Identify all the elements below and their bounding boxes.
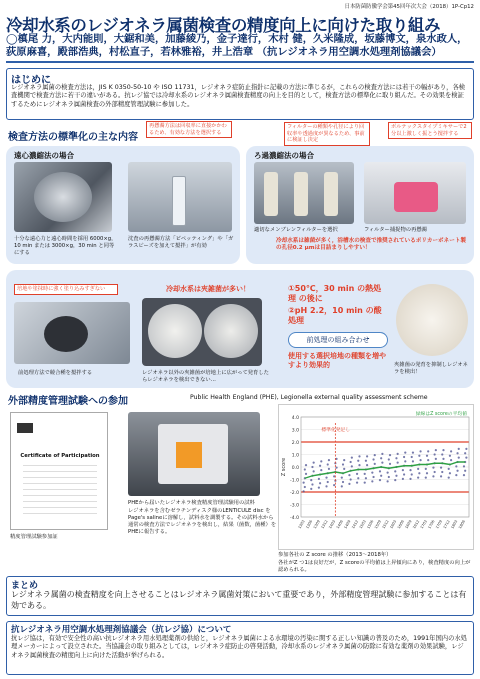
- data-point: [348, 483, 350, 485]
- data-point: [456, 470, 458, 472]
- rotor-image: [34, 172, 92, 222]
- data-point: [380, 457, 382, 459]
- data-point: [310, 479, 312, 481]
- data-point: [403, 456, 405, 458]
- data-point: [351, 465, 353, 467]
- data-point: [449, 472, 451, 474]
- acid-treatment: ②pH 2.2，10 min の酸処理: [288, 306, 382, 325]
- data-point: [350, 461, 352, 463]
- vortex-caption: フィルター捕捉物の再懸濁: [364, 227, 427, 233]
- y-tick-label: -1.0: [290, 478, 299, 484]
- data-point: [374, 454, 376, 456]
- plating-caption: 前処理方法で競合種を撹拌する: [18, 370, 93, 376]
- data-point: [394, 470, 396, 472]
- data-point: [343, 468, 345, 470]
- x-tick-label: 1712: [442, 519, 451, 530]
- x-tick-label: 1709: [435, 519, 444, 530]
- data-point: [403, 473, 405, 475]
- y-tick-label: 4.0: [291, 416, 299, 421]
- contaminant-heading: 冷却水系は夾雑菌が多い！: [166, 285, 250, 293]
- reference-label: 標準化発足し: [321, 428, 351, 433]
- data-point: [409, 478, 411, 480]
- authors-line-2: 荻原麻喜，殿部浩典，村松直子，若林雅裕，井上浩章 （抗レジオネラ用空調水処理剤協議会）: [6, 46, 442, 58]
- pretreatment-panel: [6, 270, 474, 388]
- data-point: [372, 476, 374, 478]
- plating-photo: [14, 302, 130, 364]
- data-point: [418, 472, 420, 474]
- poster-title: 冷却水系のレジオネラ属菌検査の精度向上に向けた取り組み: [6, 16, 441, 35]
- data-point: [417, 468, 419, 470]
- filter-caption: 適切なメンブレンフィルターを選択: [254, 227, 338, 233]
- data-point: [389, 463, 391, 465]
- data-point: [432, 467, 434, 469]
- data-point: [341, 485, 343, 487]
- data-point: [350, 478, 352, 480]
- data-point: [412, 452, 414, 454]
- data-point: [426, 472, 428, 474]
- data-point: [319, 482, 321, 484]
- y-axis-label: Z score: [281, 457, 287, 477]
- data-point: [305, 464, 307, 466]
- data-point: [356, 473, 358, 475]
- data-point: [364, 482, 366, 484]
- y-tick-label: 3.0: [291, 428, 299, 434]
- data-point: [365, 477, 367, 479]
- summary-section: [6, 576, 474, 616]
- filter-note: フィルターの種類や孔径により回収率や透過度が異なるため、事前に検証し決定: [284, 122, 370, 146]
- biohazard-label: [176, 442, 202, 468]
- data-point: [318, 487, 320, 489]
- data-point: [427, 450, 429, 452]
- certificate-image: [10, 412, 108, 530]
- data-point: [381, 462, 383, 464]
- data-point: [325, 485, 327, 487]
- clean-plate-photo: [396, 284, 468, 356]
- x-tick-label: 1606: [396, 519, 405, 530]
- data-point: [303, 482, 305, 484]
- selective-medium-note: 使用する選択培地の種類を増やすより効果的: [288, 352, 386, 369]
- sample-photo: [128, 412, 260, 496]
- data-point: [465, 448, 467, 450]
- intro-section: [6, 68, 474, 120]
- x-tick-label: 1409: [343, 519, 352, 530]
- x-tick-label: 1806: [458, 519, 467, 530]
- data-point: [328, 459, 330, 461]
- data-point: [404, 460, 406, 462]
- data-point: [458, 448, 460, 450]
- x-tick-label: 1506: [366, 519, 375, 530]
- data-point: [313, 462, 315, 464]
- data-point: [455, 474, 457, 476]
- data-point: [441, 453, 443, 455]
- data-point: [318, 478, 320, 480]
- data-point: [364, 473, 366, 475]
- data-point: [372, 458, 374, 460]
- data-point: [448, 477, 450, 479]
- centrifuge-caption: 十分な遠心力と遠心時間を採用 6000×g，10 min または 3000×g，30 min と同等にする: [14, 236, 117, 256]
- eqa-scheme: Public Health England (PHE), Legionella external quality assessment scheme: [190, 394, 428, 401]
- data-point: [427, 459, 429, 461]
- data-point: [333, 484, 335, 486]
- authors-line-1: ◯槙尾 力，大内能則，大鋸和美，加藤綾乃，金子達行，木村 健，久米隆成，坂藤博文，泉水政人，: [6, 33, 468, 45]
- x-tick-label: 1703: [419, 519, 428, 530]
- data-point: [371, 480, 373, 482]
- data-point: [366, 464, 368, 466]
- chart-caption: 参加各社の Z score の推移（2013〜2018年）: [278, 552, 392, 558]
- phe-logo: [17, 423, 33, 433]
- data-point: [320, 460, 322, 462]
- data-point: [310, 488, 312, 490]
- data-point: [434, 453, 436, 455]
- data-point: [358, 455, 360, 457]
- x-tick-label: 1412: [351, 519, 360, 530]
- data-point: [341, 477, 343, 479]
- filtration-panel: [246, 146, 474, 264]
- x-tick-label: 1803: [450, 519, 459, 530]
- contaminated-caption: レジオネラ以外の夾雑菌が培地上に広がって発育したらレジオネラを検出できない…: [142, 370, 269, 383]
- centrifuge-panel: [6, 146, 240, 264]
- y-tick-label: -2.0: [290, 491, 299, 496]
- data-point: [419, 459, 421, 461]
- data-point: [426, 455, 428, 457]
- data-point: [374, 463, 376, 465]
- y-tick-label: 0.0: [291, 466, 299, 471]
- x-tick-label: 1512: [381, 519, 390, 530]
- data-point: [342, 463, 344, 465]
- data-point: [449, 455, 451, 457]
- eqa-heading: 外部精度管理試験への参加: [8, 396, 128, 407]
- conference-label: 日本防菌防黴学会第45回年次大会（2018）1P-Cp12: [344, 4, 474, 10]
- x-tick-label: 1403: [328, 519, 337, 530]
- title-divider: [6, 61, 474, 63]
- certificate-caption: 精度管理試験参加証: [10, 534, 58, 540]
- data-point: [412, 460, 414, 462]
- data-point: [371, 472, 373, 474]
- data-point: [440, 475, 442, 477]
- x-tick-label: 1306: [305, 519, 314, 530]
- x-tick-label: 1312: [320, 519, 329, 530]
- data-point: [402, 478, 404, 480]
- y-tick-label: 1.0: [291, 453, 299, 459]
- data-point: [448, 468, 450, 470]
- y-tick-label: -3.0: [290, 503, 299, 509]
- data-point: [465, 457, 467, 459]
- y-tick-label: -4.0: [290, 516, 299, 521]
- filter-photo: [254, 162, 354, 224]
- medium-note: 培地や塗抹時に強く塗り込みすぎない: [14, 284, 118, 295]
- x-tick-label: 1309: [312, 519, 321, 530]
- legend-label: 緑線はZ scoreの平均値: [415, 412, 467, 417]
- y-tick-label: 2.0: [291, 441, 299, 446]
- about-text: 抗レジ協は，有効で安全性の高い抗レジオネラ用水処理薬剤の供給と，レジオネラ属菌による水環境の汚染に関する正しい知識の普及のため，1991年国内の水処理メーカーによって設立された。当協議会の取り組みとしては，レジオネラ症防止の啓発活動，冷却水系のレジオネラ属菌の防除に有効な薬剤の効果試験，レジオネラ属菌検査の精度向上に向けた活動が挙げられる。: [11, 635, 467, 659]
- data-point: [388, 476, 390, 478]
- data-point: [319, 465, 321, 467]
- data-point: [304, 468, 306, 470]
- data-point: [357, 477, 359, 479]
- zscore-chart-svg: [279, 405, 475, 545]
- data-point: [435, 449, 437, 451]
- data-point: [327, 463, 329, 465]
- data-point: [463, 474, 465, 476]
- data-point: [343, 459, 345, 461]
- data-point: [463, 465, 465, 467]
- standardization-heading: 検査方法の標準化の主な内容: [8, 132, 138, 143]
- data-point: [464, 470, 466, 472]
- data-point: [409, 469, 411, 471]
- data-point: [394, 479, 396, 481]
- zscore-chart: [278, 404, 474, 550]
- centrifuge-photo: [14, 162, 112, 232]
- data-point: [411, 473, 413, 475]
- data-point: [348, 474, 350, 476]
- sample-note: レジオネラを含むゼラチンディスク様のLENTICULE disc をPage's salineに溶解し，試料水を調製する。その試料水から通常の検査方法でレジオネラを検出し，結果（菌数，菌種）をPHEに報告する。: [128, 508, 277, 535]
- data-point: [425, 477, 427, 479]
- data-point: [303, 490, 305, 492]
- clean-plate-caption: 夾雑菌の発育を抑制しレジオネラを検出！: [394, 362, 468, 375]
- certificate-title: Certificate of Participation: [20, 453, 100, 459]
- pretreatment-combo-label: 前処理の組み合わせ: [288, 332, 388, 348]
- data-point: [305, 473, 307, 475]
- data-point: [464, 452, 466, 454]
- data-point: [450, 459, 452, 461]
- data-point: [456, 452, 458, 454]
- summary-heading: まとめ: [11, 581, 39, 591]
- x-tick-label: 1609: [404, 519, 413, 530]
- data-point: [380, 475, 382, 477]
- about-section: [6, 621, 474, 675]
- data-point: [311, 466, 313, 468]
- heat-treatment: ①50℃，30 min の熱処理 の後に: [288, 284, 382, 303]
- data-point: [356, 482, 358, 484]
- data-point: [387, 480, 389, 482]
- data-point: [387, 472, 389, 474]
- data-point: [432, 475, 434, 477]
- data-point: [320, 469, 322, 471]
- mixer-photo: [364, 162, 466, 224]
- data-point: [365, 460, 367, 462]
- data-point: [397, 453, 399, 455]
- data-point: [304, 486, 306, 488]
- data-point: [425, 468, 427, 470]
- chart-note: 各社がZ つ1は良好だが，Z scoreの平均値は上昇傾向にあり，検査精度の向上が認められる。: [278, 560, 471, 573]
- data-point: [441, 471, 443, 473]
- data-point: [335, 458, 337, 460]
- data-point: [397, 462, 399, 464]
- data-point: [418, 455, 420, 457]
- data-point: [389, 454, 391, 456]
- data-point: [335, 467, 337, 469]
- data-point: [325, 477, 327, 479]
- data-point: [442, 458, 444, 460]
- x-tick-label: 1612: [412, 519, 421, 530]
- data-point: [434, 471, 436, 473]
- data-point: [411, 456, 413, 458]
- intro-heading: はじめに: [11, 75, 51, 86]
- resuspend-caption: 沈査の再懸濁方法「ピペッティング」や「ガラスビーズを加えて撹拌」が有効: [128, 236, 234, 249]
- data-point: [395, 475, 397, 477]
- vortex-note: ボルテックスタイプミキサーで2分以上激しく振とう撹拌する: [388, 122, 472, 139]
- x-tick-label: 1603: [389, 519, 398, 530]
- data-point: [358, 464, 360, 466]
- x-tick-label: 1303: [297, 519, 306, 530]
- x-tick-label: 1706: [427, 519, 436, 530]
- sample-caption: PHEから届いたレジオネラ検査精度管理試験用の試料: [128, 500, 255, 506]
- data-point: [404, 452, 406, 454]
- data-point: [381, 453, 383, 455]
- data-point: [435, 458, 437, 460]
- data-point: [327, 481, 329, 483]
- data-point: [328, 468, 330, 470]
- polycarbonate-warning: 冷却水系は雑菌が多く，浴槽水の検査で推奨されているポリカーボネート製の孔径0.2 μmは目詰まりしやすい！: [276, 238, 467, 252]
- data-point: [440, 467, 442, 469]
- data-point: [379, 479, 381, 481]
- data-point: [333, 475, 335, 477]
- data-point: [442, 449, 444, 451]
- centrifuge-heading: 遠心濃縮法の場合: [14, 151, 74, 160]
- tube-image: [172, 176, 186, 226]
- data-point: [395, 457, 397, 459]
- data-point: [351, 457, 353, 459]
- intro-text: レジオネラ属菌の検査方法は，JIS K 0350-50-10 や ISO 11731，レジオネラ症防止指針に記載の方法に準じるが，これらの検査方法には若干の幅があり，各検査機関で検査方法に若干の違いがある。抗レジ協では冷却水系のレジオネラ属菌検査精度の向上を目的として，検査方法の標準化に取り組んだ。その効果を検証するためにレジオネラ属菌検査の外部精度管理試験に参加した。: [11, 84, 466, 108]
- pipetting-photo: [128, 162, 232, 232]
- vortex-mixer-image: [394, 182, 438, 212]
- x-tick-label: 1406: [335, 519, 344, 530]
- data-point: [402, 469, 404, 471]
- contaminated-plates-photo: [142, 298, 262, 366]
- about-heading: 抗レジオネラ用空調水処理剤協議会（抗レジ協）について: [11, 625, 232, 635]
- data-point: [357, 460, 359, 462]
- x-tick-label: 1503: [358, 519, 367, 530]
- data-point: [450, 450, 452, 452]
- summary-text: レジオネラ属菌の検査精度を向上させることはレジオネラ属菌対策において重要であり，外部精度管理試験に参加することは有効である。: [11, 590, 467, 610]
- data-point: [311, 483, 313, 485]
- x-tick-label: 1509: [374, 519, 383, 530]
- data-point: [379, 470, 381, 472]
- data-point: [417, 477, 419, 479]
- data-point: [458, 457, 460, 459]
- data-point: [455, 465, 457, 467]
- data-point: [342, 481, 344, 483]
- data-point: [388, 458, 390, 460]
- data-point: [419, 450, 421, 452]
- authors: [6, 33, 476, 59]
- filtration-heading: ろ過濃縮法の場合: [254, 151, 314, 160]
- data-point: [313, 470, 315, 472]
- resuspend-note: 再懸濁方法は回収率に直接かかわるため、有効な方法を選択する: [146, 121, 232, 138]
- data-point: [366, 455, 368, 457]
